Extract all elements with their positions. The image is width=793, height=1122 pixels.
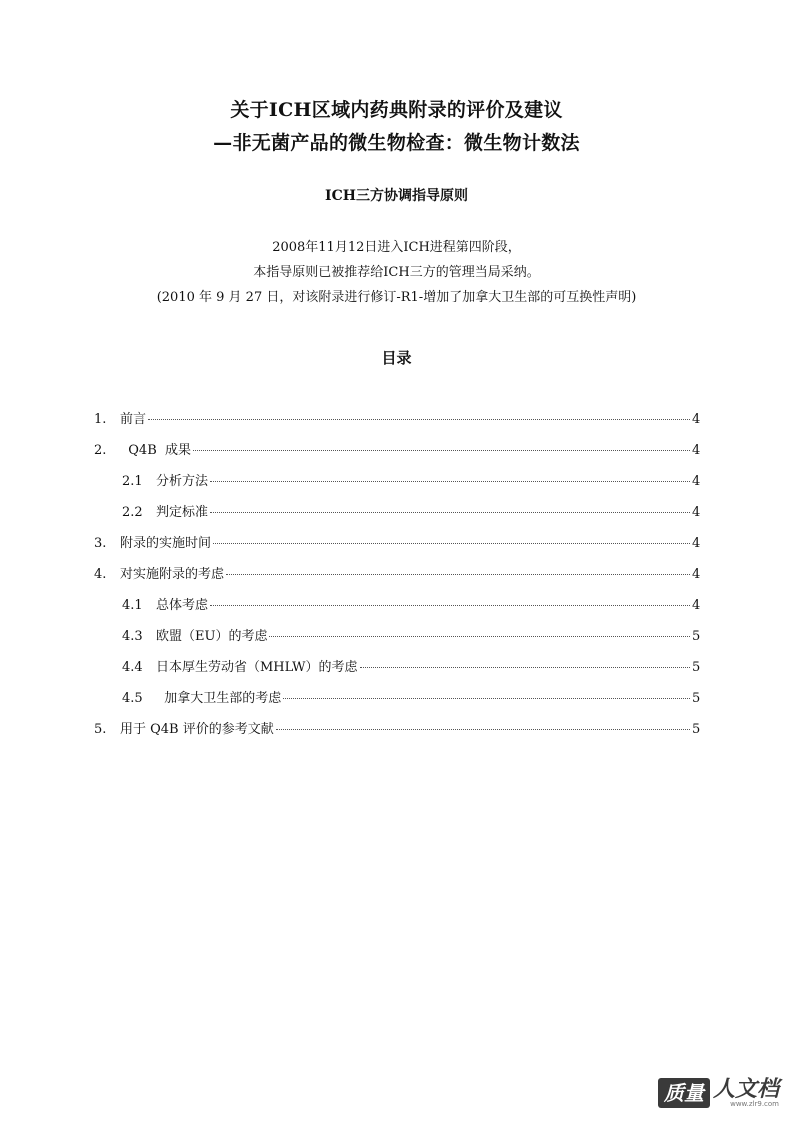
revision-note: (2010 年 9 月 27 日，对该附录进行修订-R1-增加了加拿大卫生部的可互换性声明) bbox=[156, 290, 637, 305]
toc-entry-number: 3. bbox=[94, 536, 107, 551]
toc-entry-number: 4.1 bbox=[122, 598, 143, 613]
toc-entry[interactable] bbox=[94, 687, 700, 718]
toc-entry-number: 2.2 bbox=[122, 505, 143, 520]
toc-entry-page: 5 bbox=[692, 691, 701, 706]
toc-leader-dots bbox=[210, 605, 690, 606]
toc-entry-number: 4. bbox=[94, 567, 107, 582]
toc-entry-number: 2.1 bbox=[122, 474, 143, 489]
toc-leader-dots bbox=[193, 450, 690, 451]
stage-note-line1: 2008年11月12日进入ICH进程第四阶段， bbox=[272, 240, 521, 255]
toc-entry-page: 4 bbox=[692, 443, 701, 458]
site-watermark-logo bbox=[658, 1078, 779, 1108]
toc-entry[interactable] bbox=[94, 501, 700, 532]
toc-entry-label: 总体考虑 bbox=[156, 598, 209, 613]
toc-entry-page: 5 bbox=[692, 660, 701, 675]
toc-entry[interactable] bbox=[94, 439, 700, 470]
toc-entry-page: 5 bbox=[692, 722, 701, 737]
toc-entry-number: 4.5 bbox=[122, 691, 143, 706]
toc-entry-page: 4 bbox=[692, 598, 701, 613]
toc-entry-number: 4.4 bbox=[122, 660, 143, 675]
toc-leader-dots bbox=[210, 481, 690, 482]
document-subtitle: ICH三方协调指导原则 bbox=[325, 188, 468, 204]
table-of-contents bbox=[94, 408, 700, 749]
toc-leader-dots bbox=[148, 419, 690, 420]
toc-leader-dots bbox=[213, 543, 690, 544]
toc-entry[interactable] bbox=[94, 656, 700, 687]
toc-leader-dots bbox=[269, 636, 690, 637]
toc-entry-page: 4 bbox=[692, 567, 701, 582]
toc-entry-page: 5 bbox=[692, 629, 701, 644]
toc-entry-label: 附录的实施时间 bbox=[120, 536, 212, 551]
toc-leader-dots bbox=[210, 512, 690, 513]
toc-entry-label: 日本厚生劳动省（MHLW）的考虑 bbox=[156, 660, 358, 675]
document-title-line1: 关于ICH区域内药典附录的评价及建议 bbox=[230, 99, 563, 121]
toc-heading: 目录 bbox=[381, 349, 412, 367]
toc-entry-page: 4 bbox=[692, 536, 701, 551]
toc-entry-label: 用于 Q4B 评价的参考文献 bbox=[120, 722, 274, 737]
toc-entry-label: Q4B 成果 bbox=[120, 443, 192, 458]
toc-leader-dots bbox=[283, 698, 690, 699]
toc-entry-label: 前言 bbox=[120, 412, 147, 427]
toc-entry[interactable] bbox=[94, 532, 700, 563]
toc-entry-label: 对实施附录的考虑 bbox=[120, 567, 225, 582]
toc-entry-page: 4 bbox=[692, 505, 701, 520]
toc-entry-label: 欧盟（EU）的考虑 bbox=[156, 629, 268, 644]
toc-entry-page: 4 bbox=[692, 412, 701, 427]
toc-entry[interactable] bbox=[94, 594, 700, 625]
toc-entry[interactable] bbox=[94, 470, 700, 501]
document-title-line2: —非无菌产品的微生物检查：微生物计数法 bbox=[213, 132, 580, 154]
toc-entry-number: 1. bbox=[94, 412, 107, 427]
watermark-badge: 质量 bbox=[658, 1078, 710, 1108]
toc-entry-number: 5. bbox=[94, 722, 107, 737]
toc-leader-dots bbox=[226, 574, 690, 575]
toc-entry-page: 4 bbox=[692, 474, 701, 489]
toc-leader-dots bbox=[360, 667, 690, 668]
watermark-text: 人文档 bbox=[712, 1077, 779, 1102]
toc-entry[interactable] bbox=[94, 563, 700, 594]
toc-leader-dots bbox=[276, 729, 690, 730]
toc-entry-label: 加拿大卫生部的考虑 bbox=[156, 691, 282, 706]
stage-note-line2: 本指导原则已被推荐给ICH三方的管理当局采纳。 bbox=[253, 265, 540, 280]
toc-entry[interactable] bbox=[94, 408, 700, 439]
toc-entry-number: 4.3 bbox=[122, 629, 143, 644]
toc-entry[interactable] bbox=[94, 625, 700, 656]
toc-entry-label: 分析方法 bbox=[156, 474, 209, 489]
watermark-url: www.zlr9.com bbox=[730, 1100, 779, 1108]
toc-entry[interactable] bbox=[94, 718, 700, 749]
toc-entry-number: 2. bbox=[94, 443, 107, 458]
toc-entry-label: 判定标准 bbox=[156, 505, 209, 520]
